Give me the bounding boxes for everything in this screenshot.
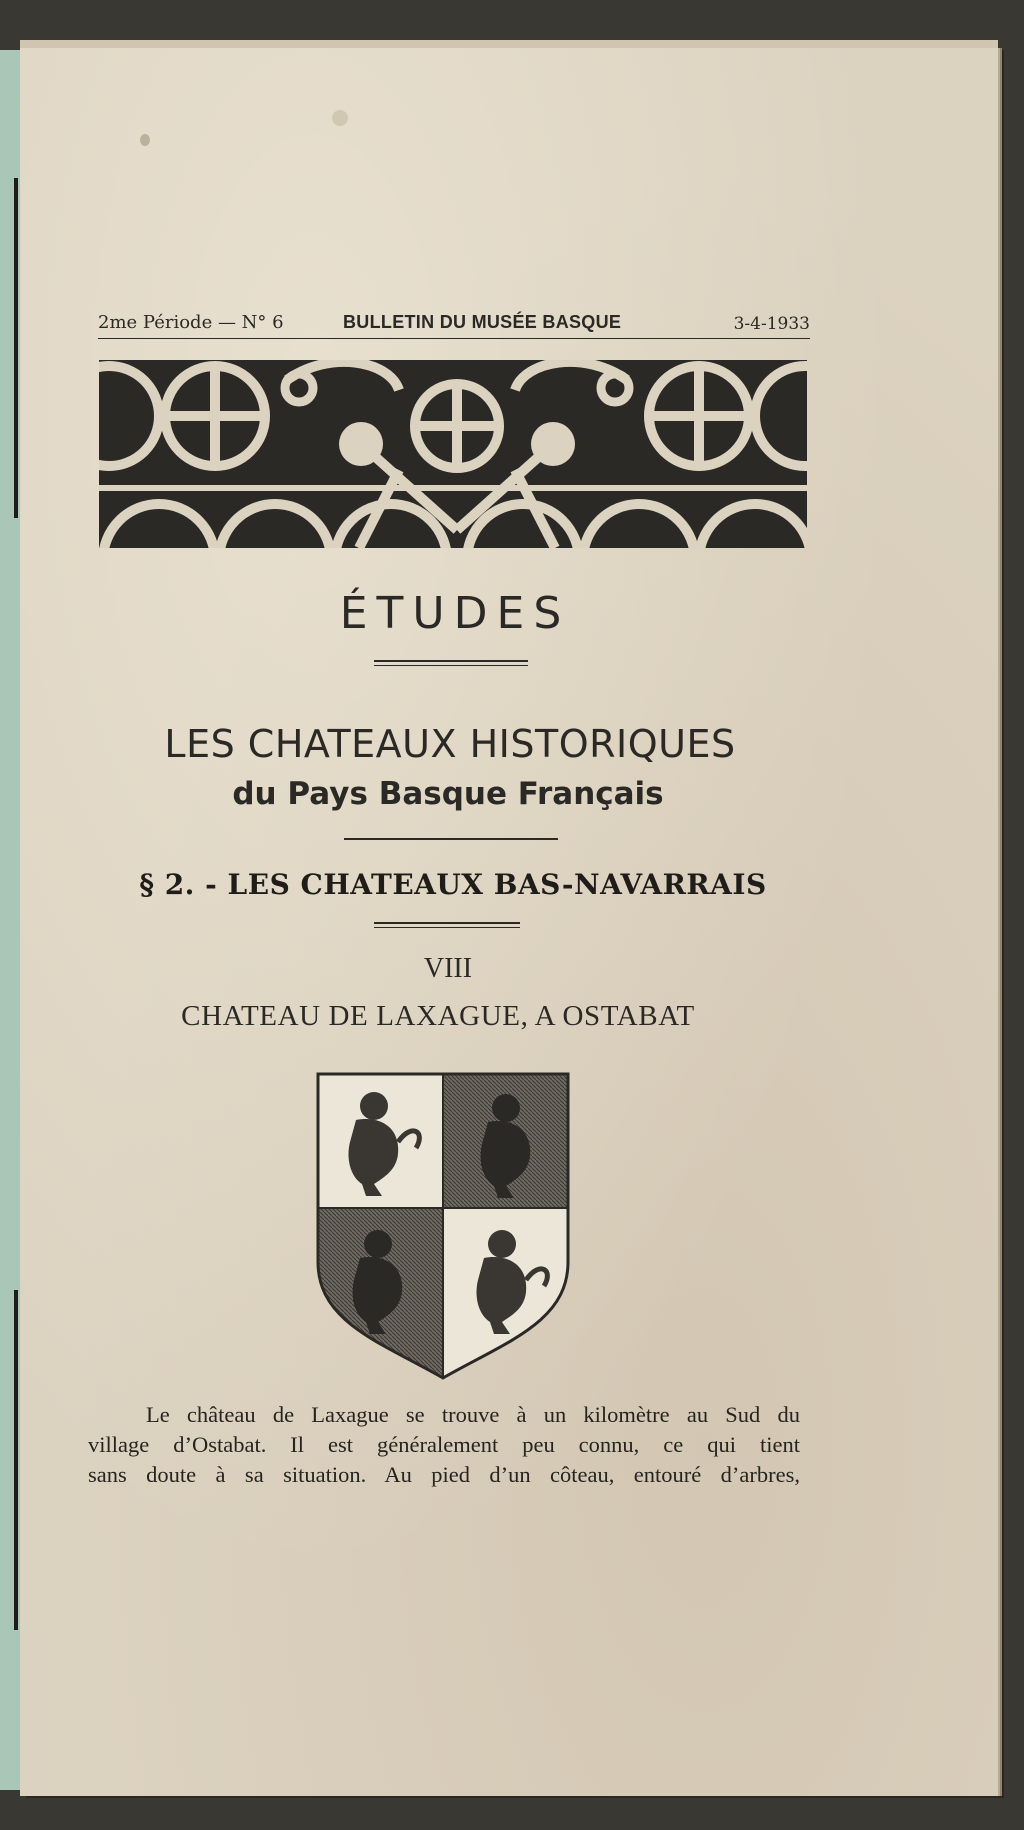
divider-rule	[344, 838, 558, 840]
article-title: LES CHATEAUX HISTORIQUES	[164, 722, 736, 766]
running-header	[98, 308, 810, 339]
body-line: Le château de Laxague se trouve à un kilomètre au Sud du	[146, 1402, 800, 1427]
period-number: 2me Période — N° 6	[98, 312, 284, 333]
bulletin-name: BULLETIN DU MUSÉE BASQUE	[343, 312, 622, 332]
coat-of-arms-icon	[316, 1072, 570, 1380]
ornament-band-icon	[99, 360, 807, 548]
section-title: § 2. - LES CHATEAUX BAS-NAVARRAIS	[139, 868, 767, 901]
body-paragraph	[88, 1400, 800, 1490]
paper-spot	[140, 134, 150, 146]
divider-rule	[374, 922, 520, 928]
paper-spot	[332, 110, 348, 126]
chapter-number: VIII	[423, 953, 473, 984]
article-subtitle: du Pays Basque Français	[232, 776, 664, 812]
body-line: sans doute à sa situation. Au pied d’un côteau, entouré d’arbres,	[88, 1462, 800, 1487]
body-line: village d’Ostabat. Il est généralement peu connu, ce qui tient	[88, 1432, 800, 1457]
section-heading: ÉTUDES	[339, 588, 571, 639]
cover-binding-line	[14, 178, 18, 518]
chapter-title: CHATEAU DE LAXAGUE, A OSTABAT	[181, 1000, 695, 1032]
cover-binding-line	[14, 1290, 18, 1630]
divider-rule	[374, 660, 528, 666]
issue-date: 3-4-1933	[733, 314, 810, 334]
